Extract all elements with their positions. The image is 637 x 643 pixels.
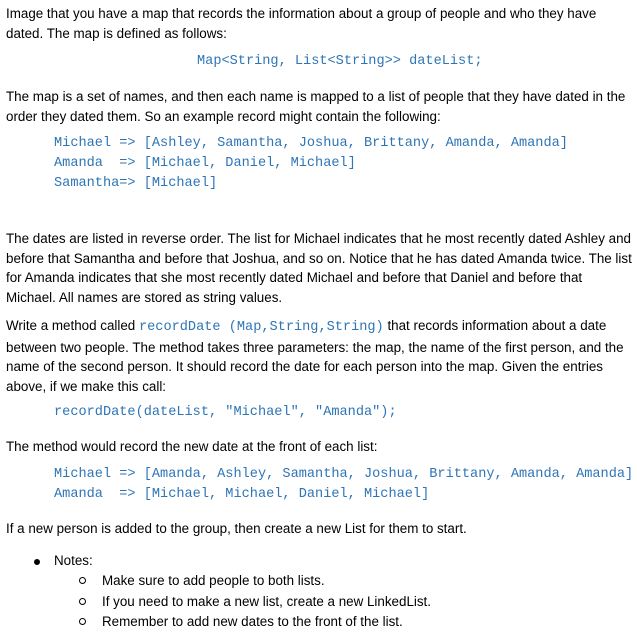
map-declaration: Map<String, List<String>> dateList;: [197, 54, 483, 69]
result-record-line: Michael => [Amanda, Ashley, Samantha, Joshua, Brittany, Amanda, Amanda]: [54, 467, 634, 482]
new-person-paragraph: If a new person is added to the group, then create a new List for them to start.: [6, 521, 467, 536]
note-item: Remember to add new dates to the front of the list.: [102, 614, 403, 629]
call-example: recordDate(dateList, "Michael", "Amanda");: [54, 405, 397, 420]
result-intro-paragraph: The method would record the new date at the front of each list:: [6, 439, 378, 454]
task-suffix: that records information about a date between two people. The method takes three parameters: the map, the name of the first person, and the name of the second person. It should record the date for each person into the map. Given the entries above, if we make this call:: [6, 318, 624, 394]
reverse-order-paragraph: The dates are listed in reverse order. The list for Michael indicates that he most recently dated Ashley and before that Samantha and before that Joshua, and so on. Notice that he has dated Amanda twice. The list for Amanda indicates that she most recently dated Michael and before that Daniel and before that Michael. All names are stored as string values.: [6, 231, 632, 305]
intro-paragraph: Image that you have a map that records the information about a group of people and who they have dated. The map is defined as follows:: [6, 6, 597, 41]
method-signature: recordDate (Map,String,String): [138, 320, 384, 335]
result-record-line: Amanda => [Michael, Michael, Daniel, Michael]: [54, 487, 430, 502]
bullet-ring-icon: [79, 577, 86, 584]
note-item: Make sure to add people to both lists.: [102, 573, 325, 588]
notes-label: Notes:: [54, 553, 93, 568]
task-paragraph: [6, 316, 632, 396]
example-record-line: Samantha=> [Michael]: [54, 176, 218, 191]
task-prefix: Write a method called: [6, 318, 139, 333]
bullet-dot-icon: [34, 559, 40, 565]
description-paragraph: The map is a set of names, and then each name is mapped to a list of people that they have dated in the order they dated them. So an example record might contain the following:: [6, 89, 626, 124]
bullet-ring-icon: [79, 598, 86, 605]
example-record-line: Michael => [Ashley, Samantha, Joshua, Brittany, Amanda, Amanda]: [54, 136, 568, 151]
note-item: If you need to make a new list, create a new LinkedList.: [102, 594, 431, 609]
bullet-ring-icon: [79, 618, 86, 625]
example-record-line: Amanda => [Michael, Daniel, Michael]: [54, 156, 356, 171]
